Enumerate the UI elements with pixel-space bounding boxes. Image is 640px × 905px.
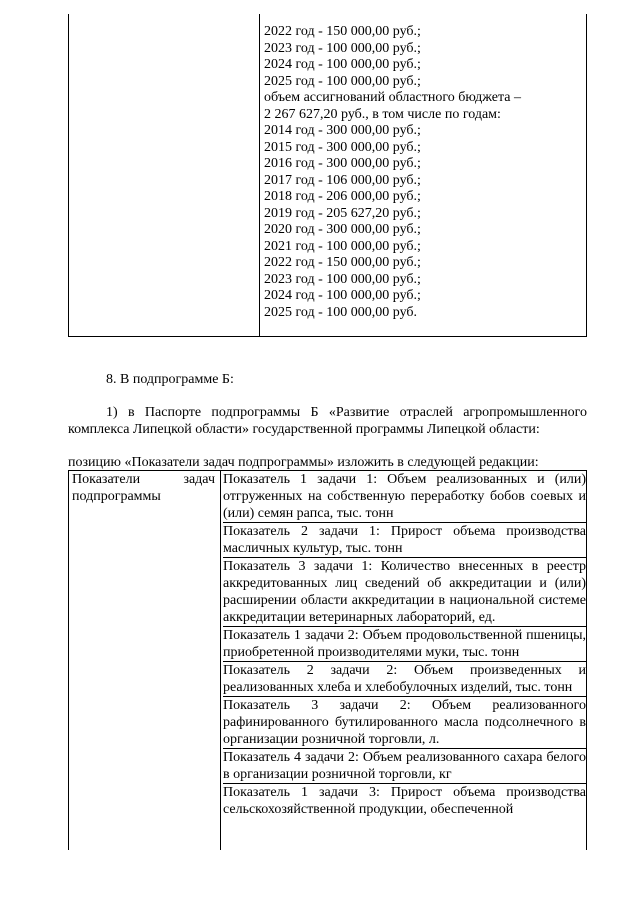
funding-line: 2022 год - 150 000,00 руб.; xyxy=(264,255,421,270)
indicator-item: Показатель 1 задачи 3: Прирост объема производства сельскохозяйственной продукции, обеспеченной xyxy=(223,785,586,817)
table-column-divider xyxy=(259,14,260,336)
indicator-item: Показатель 3 задачи 1: Количество внесенных в реестр аккредитованных лиц сведений об аккредитации и (или) расширении области аккредитации в национальной системе аккредитации ветеринарных лабораторий, ед. xyxy=(223,559,586,625)
funding-line: 2024 год - 100 000,00 руб.; xyxy=(264,57,421,72)
funding-line: 2023 год - 100 000,00 руб.; xyxy=(264,271,421,287)
funding-line: 2021 год - 100 000,00 руб.; xyxy=(264,238,421,254)
indicators-label-cell xyxy=(72,471,215,505)
indicator-item: Показатель 4 задачи 2: Объем реализованного сахара белого в организации розничной торговли, кг xyxy=(223,750,586,782)
indicators-table xyxy=(68,470,587,850)
indicator-item: Показатель 1 задачи 2: Объем продовольственной пшеницы, приобретенной производителями муки, тыс. тонн xyxy=(223,628,586,660)
indicators-list-cell xyxy=(223,471,586,818)
indicator-item: Показатель 2 задачи 1: Прирост объема производства масличных культур, тыс. тонн xyxy=(223,524,586,556)
funding-line: 2025 год - 100 000,00 руб. xyxy=(264,304,418,320)
amendment-paragraph-continuation: позицию «Показатели задач подпрограммы» изложить в следующей редакции: xyxy=(68,455,539,470)
table-column-divider xyxy=(220,471,221,850)
funding-line: 2023 год - 100 000,00 руб.; xyxy=(264,40,421,56)
indicator-item: Показатель 2 задачи 2: Объем произведенных и реализованных хлеба и хлебобулочных изделий, тыс. тонн xyxy=(223,663,586,695)
funding-line: 2016 год - 300 000,00 руб.; xyxy=(264,156,421,171)
funding-line: 2024 год - 100 000,00 руб.; xyxy=(264,288,421,303)
section-heading: 8. В подпрограмме Б: xyxy=(106,372,234,387)
funding-line: 2018 год - 206 000,00 руб.; xyxy=(264,189,421,204)
funding-line: 2015 год - 300 000,00 руб.; xyxy=(264,139,421,155)
funding-line: 2 267 627,20 руб., в том числе по годам: xyxy=(264,106,501,122)
funding-cell xyxy=(264,24,582,321)
funding-line: 2025 год - 100 000,00 руб.; xyxy=(264,73,421,89)
funding-line: объем ассигнований областного бюджета – xyxy=(264,90,521,105)
funding-table xyxy=(68,14,587,337)
funding-line: 2022 год - 150 000,00 руб.; xyxy=(264,24,421,39)
funding-line: 2017 год - 106 000,00 руб.; xyxy=(264,172,421,188)
label-word: Показатели xyxy=(72,472,141,487)
label-word: задач xyxy=(183,472,215,487)
amendment-paragraph: 1) в Паспорте подпрограммы Б «Развитие отраслей агропромышленного комплекса Липецкой области» государственной программы Липецкой области: xyxy=(68,405,587,437)
funding-line: 2020 год - 300 000,00 руб.; xyxy=(264,222,421,237)
indicator-item: Показатель 1 задачи 1: Объем реализованных и (или) отгруженных на собственную переработку бобов соевых и (или) семян рапса, тыс. тонн xyxy=(223,472,586,521)
label-word: подпрограммы xyxy=(72,489,161,504)
funding-line: 2014 год - 300 000,00 руб.; xyxy=(264,123,421,138)
indicator-item: Показатель 3 задачи 2: Объем реализованного рафинированного бутилированного масла подсолнечного в организации розничной торговли, л. xyxy=(223,698,586,747)
funding-line: 2019 год - 205 627,20 руб.; xyxy=(264,205,421,221)
